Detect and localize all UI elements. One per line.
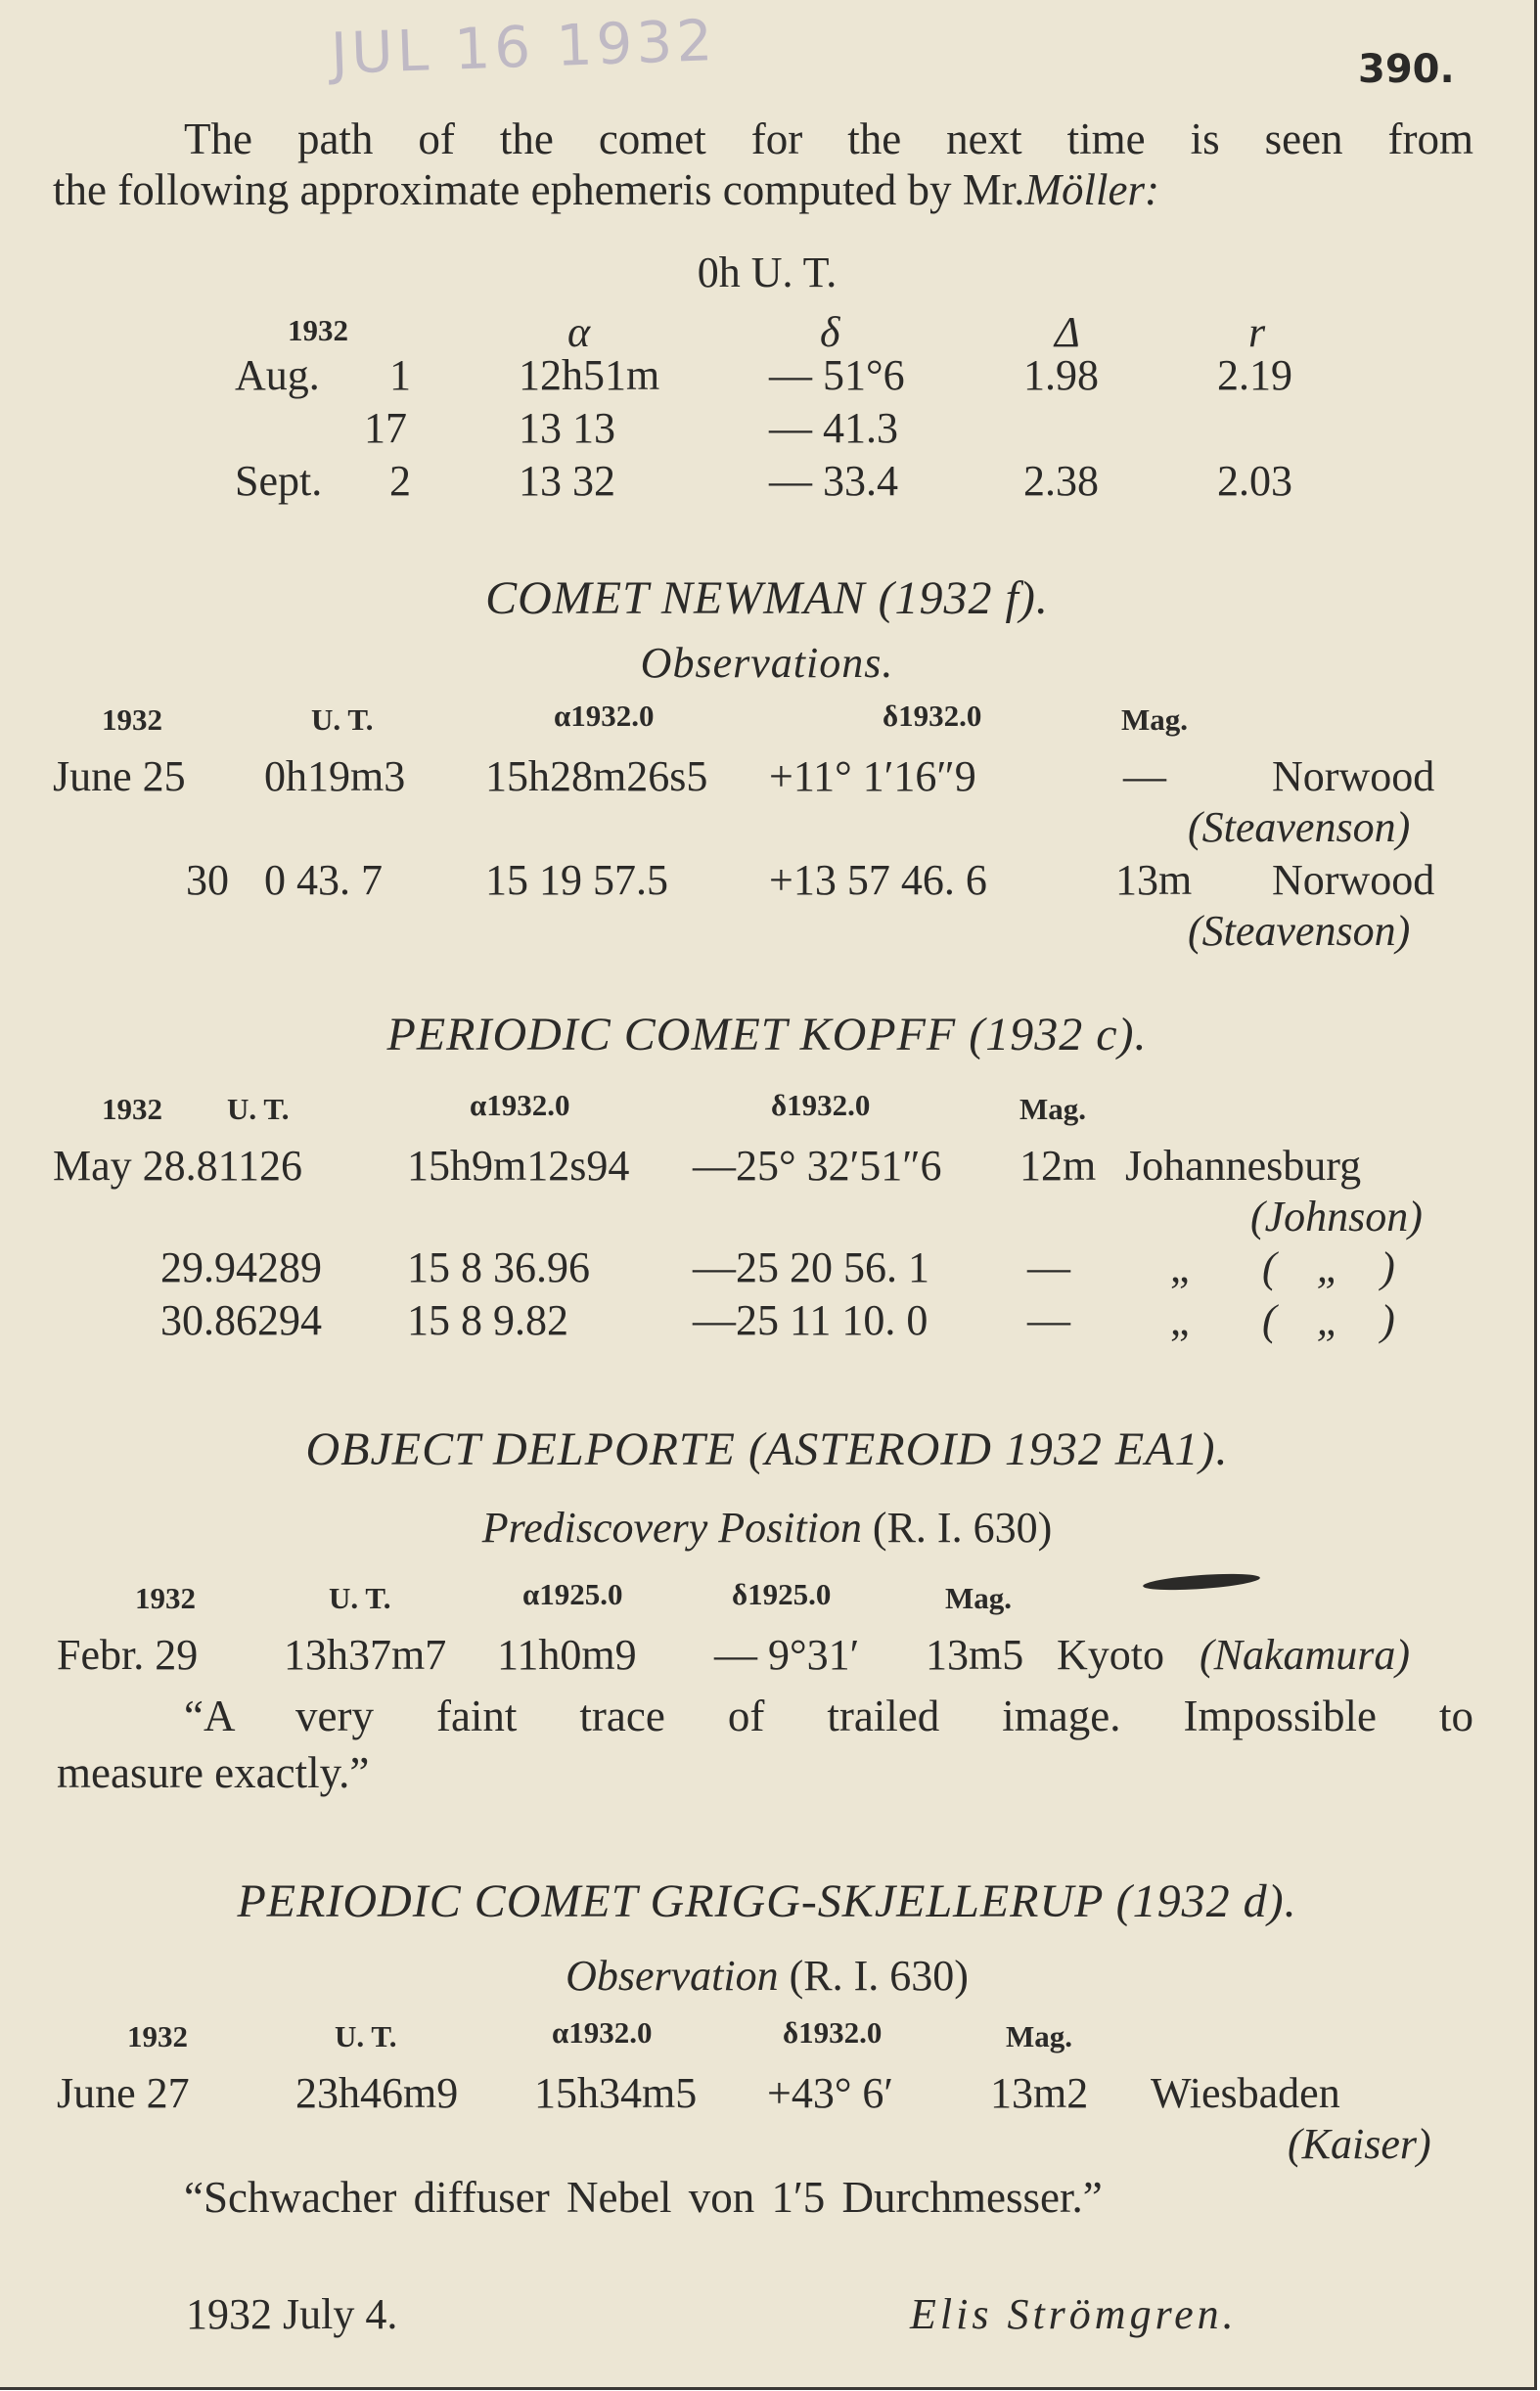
grigg-quote: “Schwacher diffuser Nebel von 1′5 Durchmesser.” [184,2173,1103,2222]
newman-header-dec: δ1932.0 [883,699,982,733]
delporte-header-year: 1932 [135,1581,196,1615]
grigg-header-ut: U. T. [335,2019,397,2053]
kopff-header-ra: α1932.0 [470,1088,570,1122]
grigg-header-year: 1932 [127,2019,188,2053]
newman-header-ra: α1932.0 [554,699,655,733]
intro-line-2: the following approximate ephemeris computed by Mr.Möller: [53,165,1159,214]
kopff-title: PERIODIC COMET KOPFF (1932 c). [386,1009,1148,1060]
grigg-header-ra: α1932.0 [552,2015,653,2050]
kopff-header-year: 1932 [102,1092,162,1126]
grigg-header-dec: δ1932.0 [783,2015,883,2050]
telegram-card: JUL 16 1932 390. The path of the comet for the next time is seen from the following approximate ephemeris computed by Mr.Möller: 0h U. T. 1932 α δ Δ r Aug. 1 12h51m — 51°6 1.98 2.19 17 13 13 — 41.3 Sept. 2 13 32 — 33.4 2.38 2.03 COMET NEWMAN (1932 f). Observations. 1932 U. T. α1932.0 δ1932.0 Mag. June 25 0h19m3 15h28m26s5 +11° 1′16″9 — Norwood (Steavenson) 30 0 43. 7 15 19 57.5 +13 57 46. 6 13m Norwood (Steavenson) PERIODIC COMET KOPFF (1932 c). 1932 U. T. α1932.0 δ1932.0 Mag. May 28.81126 15h9m12s94 —25° 32′51″6 12m Johannesburg (Johnson) 29.94289 15 8 36.96 —25 20 56. 1 — „ ( „ ) 30.86294 15 8 9.82 —25 11 10. 0 — „ ( „ ) OBJECT DELPORTE (ASTEROID 1932 EA1). Prediscovery Position (R. I. 630) 1932 U. T. α1925.0 δ1925.0 Mag. Febr. 29 13h37m7 11h0m9 — 9°31′ 13m5 Kyoto (Nakamura) “A very faint trace of trailed image. Impossible to measure exactly.” PERIODIC COMET GRIGG-SKJELLERUP (1932 d). Observation (R. I. 630) 1932 U. T. α1932.0 δ1932.0 Mag. June 27 23h46m9 15h34m5 +43° 6′ 13m2 Wiesbaden (Kaiser) “Schwacher diffuser Nebel von 1′5 Durchmesser.” 1932 July 4. Elis Strömgren. [0,0,1537,2390]
page-number: 390. [1358,47,1455,92]
ephemeris-header-year: 1932 [288,313,348,347]
delporte-header-dec: δ1925.0 [732,1577,832,1611]
grigg-header-mag: Mag. [1006,2019,1073,2053]
intro-author: Möller: [1024,165,1159,214]
newman-header-year: 1932 [102,702,162,737]
delporte-header-mag: Mag. [945,1581,1013,1615]
intro-line-1: The path of the comet for the next time is seen from [184,114,1473,163]
newman-subtitle: Observations. [640,639,894,687]
ink-smudge [1143,1571,1261,1593]
footer-date: 1932 July 4. [186,2290,398,2338]
ephemeris-time-label: 0h U. T. [697,248,838,296]
delporte-quote-line-1: “A very faint trace of trailed image. Impossible to [184,1692,1473,1740]
ephemeris-header-ra: α [567,308,591,356]
kopff-header-mag: Mag. [1019,1092,1087,1126]
footer-signature: Elis Strömgren. [910,2290,1238,2338]
delporte-subtitle: Prediscovery Position (R. I. 630) [481,1504,1053,1552]
kopff-header-dec: δ1932.0 [771,1088,871,1122]
received-date-stamp: JUL 16 1932 [329,7,718,87]
delporte-header-ut: U. T. [329,1581,391,1615]
newman-title: COMET NEWMAN (1932 f). [485,572,1049,624]
newman-header-ut: U. T. [311,702,374,737]
delporte-header-ra: α1925.0 [522,1577,623,1611]
delporte-title: OBJECT DELPORTE (ASTEROID 1932 EA1). [305,1423,1229,1475]
ephemeris-header-delta: Δ [1055,308,1080,356]
ephemeris-header-dec: δ [820,308,840,356]
ephemeris-header-r: r [1248,308,1266,356]
delporte-quote-line-2: measure exactly.” [57,1748,370,1797]
grigg-subtitle: Observation (R. I. 630) [566,1952,969,2000]
newman-header-mag: Mag. [1121,702,1189,737]
kopff-header-ut: U. T. [227,1092,290,1126]
grigg-title: PERIODIC COMET GRIGG-SKJELLERUP (1932 d). [237,1875,1297,1927]
